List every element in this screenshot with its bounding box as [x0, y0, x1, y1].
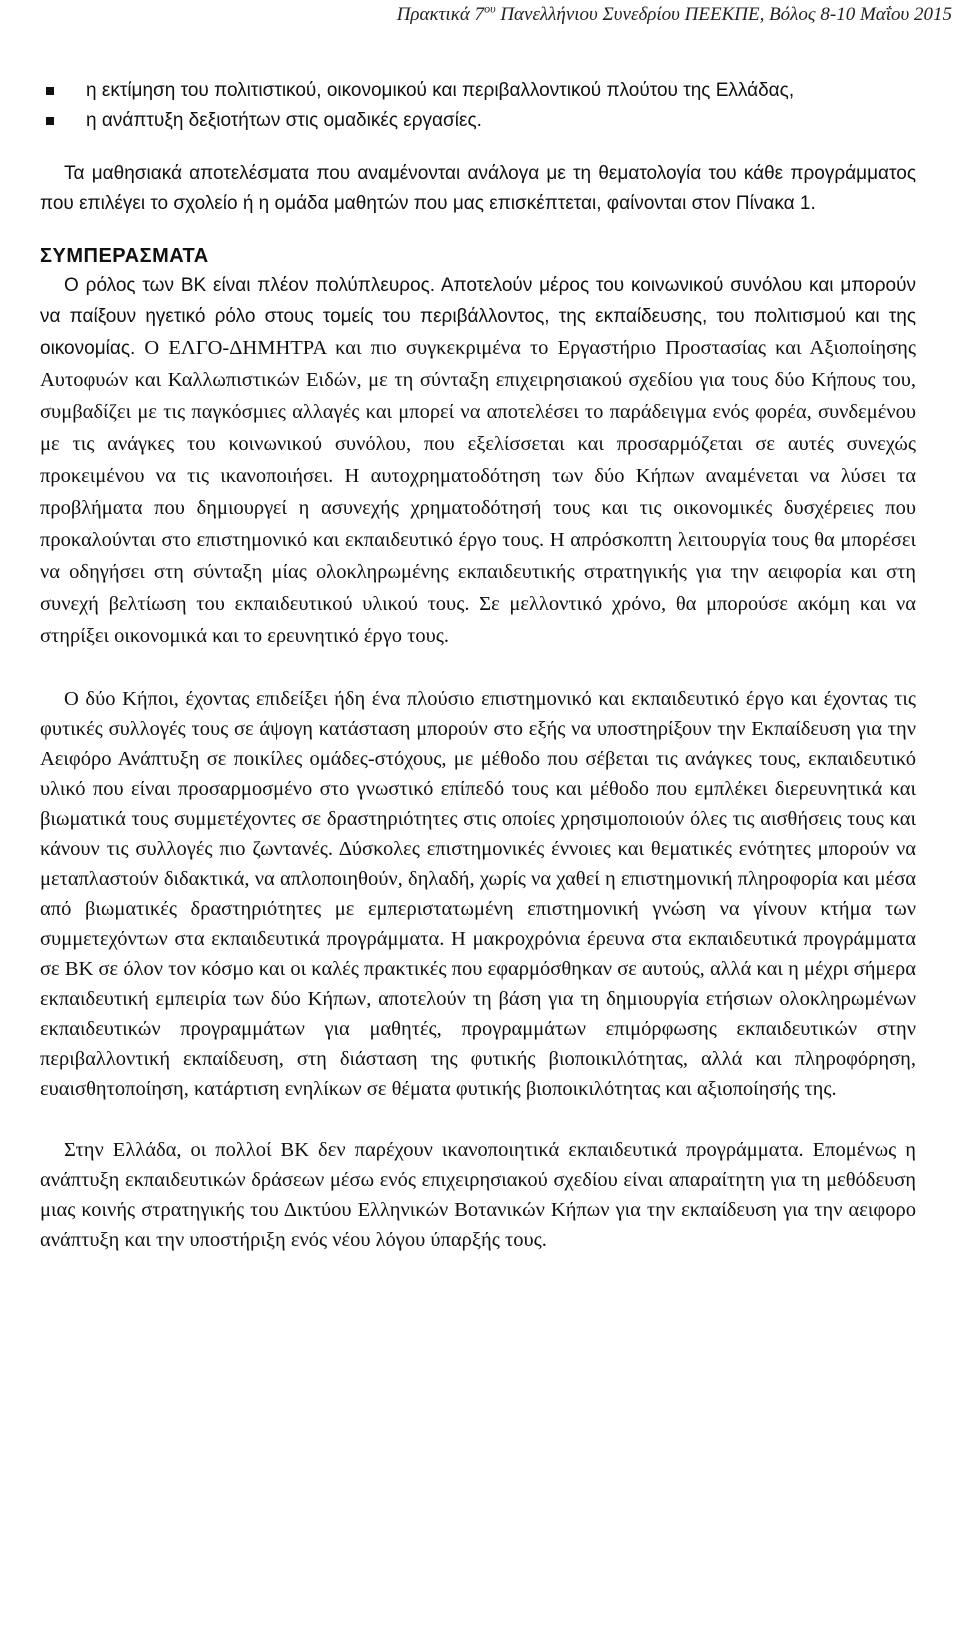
- gardens-paragraph: Ο δύο Κήποι, έχοντας επιδείξει ήδη ένα πλούσιο επιστημονικό και εκπαιδευτικό έργο και έχοντας τις φυτικές συλλογές τους σε άψογη κατάσταση μπορούν στο εξής να υποστηρίξουν την Εκπαίδευση για την Αειφόρο Ανάπτυξη σε ποικίλες ομάδες-στόχους, με μέθοδο που σέβεται τις ανάγκες τους, εκπαιδευτικό υλικό που είναι προσαρμοσμένο στο γνωστικό επίπεδό τους και μέθοδο που εμπλέκει διερευνητικά και βιωματικά τους συμμετέχοντες σε δραστηριότητες στις οποίες χρησιμοποιούν όλες τις αισθήσεις τους και κάνουν τις συλλογές πιο ζωντανές. Δύσκολες επιστημονικές έννοιες και θεματικές ενότητες μπορούν να μεταπλαστούν διδακτικά, να απλοποιηθούν, δηλαδή, χωρίς να χαθεί η επιστημονική πληροφορία και μέσα από βιωματικές δραστηριότητες με εμπεριστατωμένη επιστημονική γνώση να γίνουν κτήμα των συμμετεχόντων στα εκπαιδευτικά προγράμματα. Η μακροχρόνια έρευνα στα εκπαιδευτικά προγράμματα σε ΒΚ σε όλον τον κόσμο και οι καλές πρακτικές που εφαρμόσθηκαν σε αυτούς, αλλά και η μέχρι σήμερα εκπαιδευτική εμπειρία των δύο Κήπων, αποτελούν τη βάση για τη δημιουργία ετήσιων ολοκληρωμένων εκπαιδευτικών προγραμμάτων για μαθητές, προγραμμάτων επιμόρφωσης εκπαιδευτικών στην περιβαλλοντική εκπαίδευση, στη διάσταση της φυτικής βιοποικιλότητας, αλλά και πληροφόρηση, ευαισθητοποίηση, κατάρτιση ενηλίκων σε θέματα φυτικής βιοποικιλότητας και αξιοποίησής της.: [40, 688, 916, 1100]
- list-item: [40, 76, 916, 106]
- list-item-text: η ανάπτυξη δεξιοτήτων στις ομαδικές εργασίες.: [86, 110, 482, 131]
- intro-paragraph: Τα μαθησιακά αποτελέσματα που αναμένονται ανάλογα με τη θεματολογία του κάθε προγράμματος που επιλέγει το σχολείο ή η ομάδα μαθητών που μας επισκέπτεται, φαίνονται στον Πίνακα 1.: [40, 163, 916, 214]
- square-bullet-icon: [46, 87, 54, 95]
- header-suffix: Πανελλήνιου Συνεδρίου ΠΕΕΚΠΕ, Βόλος 8-10 Μαΐου 2015: [495, 4, 952, 25]
- greece-paragraph: Στην Ελλάδα, οι πολλοί ΒΚ δεν παρέχουν ικανοποιητικά εκπαιδευτικά προγράμματα. Επομένως η ανάπτυξη εκπαιδευτικών δράσεων μέσω ενός επιχειρησιακού σχεδίου είναι απαραίτητη για τη μεθόδευση μιας κοινής στρατηγικής του Δικτύου Ελληνικών Βοτανικών Κήπων για την εκπαίδευση για την αειφορο ανάπτυξη και την υποστήριξη ενός νέου λόγου ύπαρξής τους.: [40, 1139, 916, 1251]
- section-heading: ΣΥΜΠΕΡΑΣΜΑΤΑ: [40, 245, 209, 267]
- conclusions-lead-text: Ο ρόλος των ΒΚ είναι πλέον πολύπλευρος. Αποτελούν μέρος του κοινωνικού συνόλου και μπορούν να παίξουν ηγετικό ρόλο στους τομείς του περιβάλλοντος, της εκπαίδευσης, του πολιτισμού και της οικονομίας.: [40, 275, 916, 359]
- list-item: [40, 106, 916, 136]
- header-superscript: ου: [484, 1, 496, 16]
- conclusions-paragraph: [40, 271, 916, 653]
- running-header: [52, 2, 952, 28]
- page-content: [40, 76, 916, 1255]
- bullet-list: [40, 76, 916, 136]
- header-prefix: Πρακτικά 7: [396, 4, 485, 25]
- conclusions-rest-text: Ο ΕΛΓΟ-ΔΗΜΗΤΡΑ και πιο συγκεκριμένα το Εργαστήριο Προστασίας και Αξιοποίησης Αυτοφυών και Καλλωπιστικών Ειδών, με τη σύνταξη επιχειρησιακού σχεδίου για τους δύο Κήπους του, συμβαδίζει με τις παγκόσμιες αλλαγές και μπορεί να αποτελέσει το παράδειγμα ενός φορέα, συνδεμένου με τις ανάγκες του κοινωνικού συνόλου, που εξελίσσεται και προσαρμόζεται σε αυτές συνεχώς προκειμένου να τις ικανοποιήσει. Η αυτοχρηματοδότηση των δύο Κήπων αναμένεται να λύσει τα προβλήματα που δημιουργεί η ασυνεχής χρηματοδότησή τους και τις οικονομικές δυσχέρειες που προκαλούνται στο επιστημονικό και εκπαιδευτικό έργο τους. Η απρόσκοπτη λειτουργία τους θα μπορέσει να οδηγήσει στη σύνταξη μίας ολοκληρωμένης εκπαιδευτικής στρατηγικής για την αειφορία και στη συνεχή βελτίωση του εκπαιδευτικού υλικού τους. Σε μελλοντικό χρόνο, θα μπορούσε ακόμη και να στηρίξει οικονομικά και το ερευνητικό έργο τους.: [40, 337, 916, 647]
- list-item-text: η εκτίμηση του πολιτιστικού, οικονομικού και περιβαλλοντικού πλούτου της Ελλάδας,: [86, 80, 795, 101]
- square-bullet-icon: [46, 117, 54, 125]
